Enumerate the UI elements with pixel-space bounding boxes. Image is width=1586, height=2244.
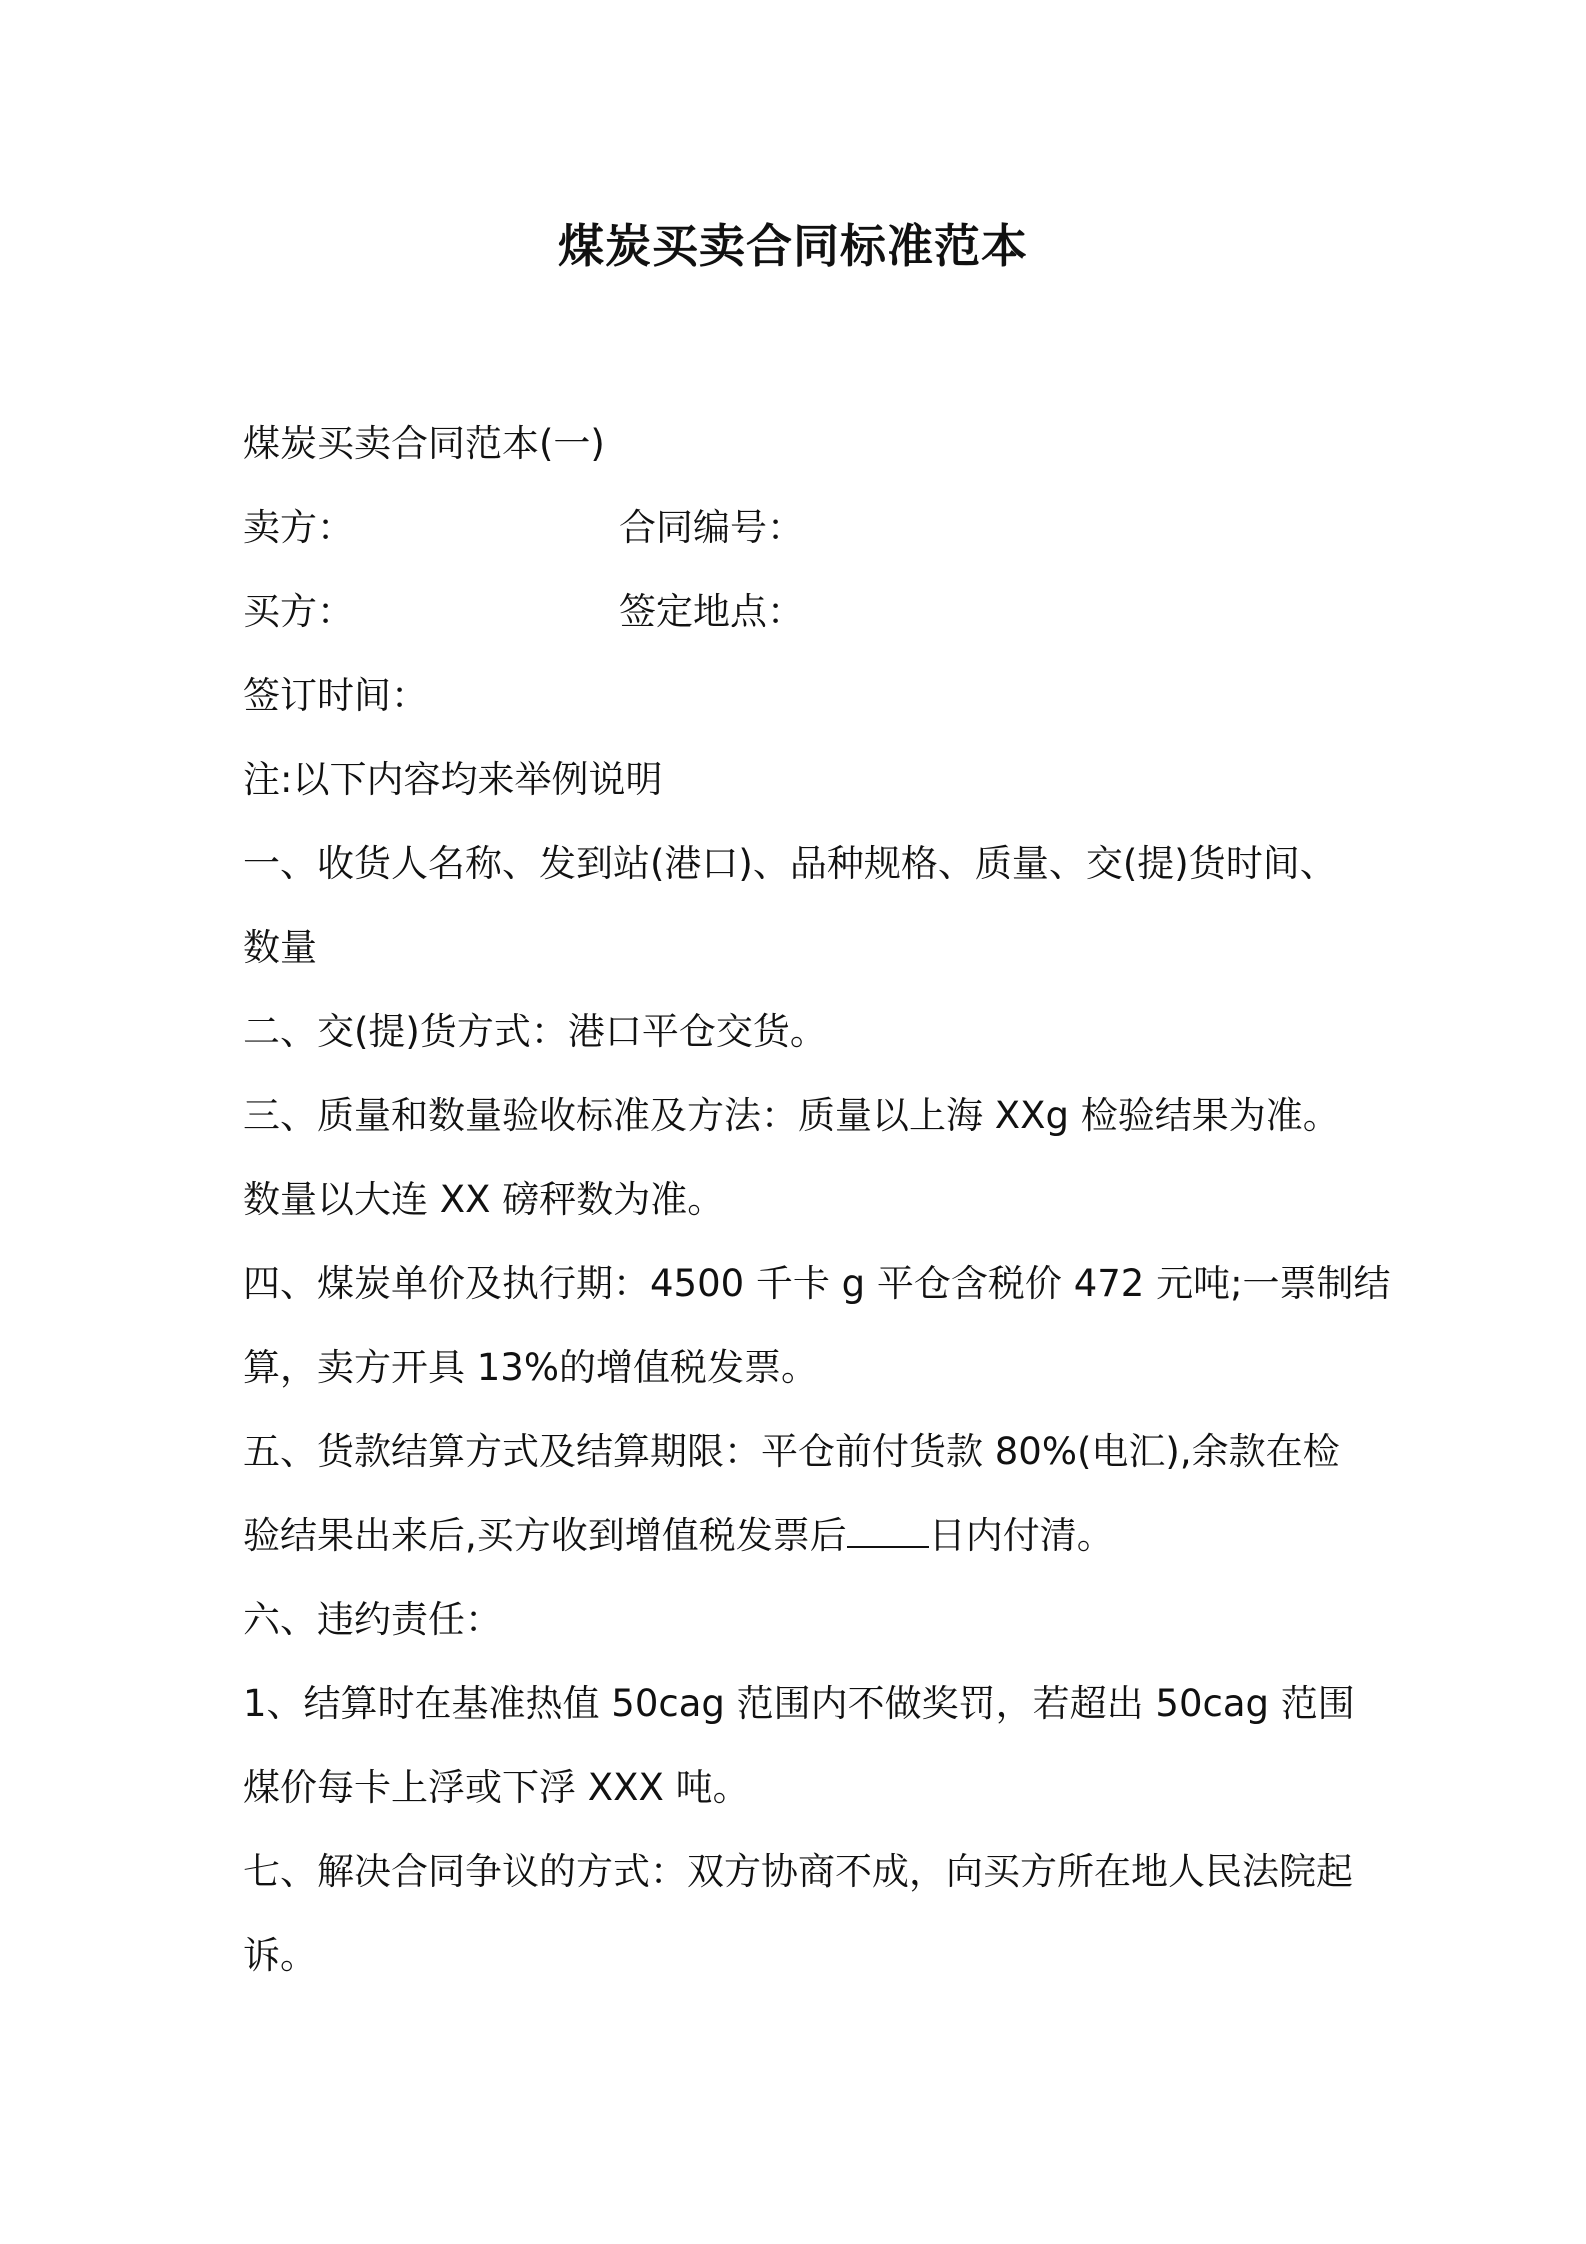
clause-4-line-2: 算，卖方开具 13%的增值税发票。: [243, 1346, 818, 1389]
clause-6-1-line-1: 1、结算时在基准热值 50cag 范围内不做奖罚，若超出 50cag 范围: [243, 1682, 1355, 1725]
signing-time-label: 签订时间：: [243, 674, 428, 717]
buyer-row: [243, 570, 1363, 654]
days-blank-underline: [847, 1506, 929, 1548]
contract-number-label: 合同编号：: [619, 506, 804, 549]
clause-2: 二、交(提)货方式：港口平仓交货。: [243, 1010, 827, 1053]
clause-5-text-before-blank: 验结果出来后,买方收到增值税发票后: [243, 1514, 847, 1557]
seller-row: [243, 486, 1363, 570]
clause-5-line-2: [243, 1494, 1363, 1578]
buyer-label: 买方：: [243, 590, 354, 633]
clause-7-line-2: 诉。: [243, 1934, 317, 1977]
document-body: [243, 402, 1391, 1998]
clause-7-line-1: 七、解决合同争议的方式：双方协商不成，向买方所在地人民法院起: [243, 1850, 1353, 1893]
clause-1-line-1: 一、收货人名称、发到站(港口)、品种规格、质量、交(提)货时间、: [243, 842, 1337, 885]
clause-5-text-after-blank: 日内付清。: [928, 1514, 1114, 1557]
document-title: 煤炭买卖合同标准范本: [558, 219, 1028, 273]
contract-subtitle: 煤炭买卖合同范本(一): [243, 422, 605, 465]
clause-6-1-line-2: 煤价每卡上浮或下浮 XXX 吨。: [243, 1766, 750, 1809]
clause-3-line-2: 数量以大连 XX 磅秤数为准。: [243, 1178, 725, 1221]
clause-4-line-1: 四、煤炭单价及执行期：4500 千卡 g 平仓含税价 472 元吨;一票制结: [243, 1262, 1391, 1305]
clause-3-line-1: 三、质量和数量验收标准及方法：质量以上海 XXg 检验结果为准。: [243, 1094, 1340, 1137]
note-text: 注:以下内容均来举例说明: [243, 758, 663, 801]
clause-6: 六、违约责任：: [243, 1598, 502, 1641]
clause-1-line-2: 数量: [243, 926, 317, 969]
seller-label: 卖方：: [243, 506, 354, 549]
signing-place-label: 签定地点：: [619, 590, 804, 633]
clause-5-line-1: 五、货款结算方式及结算期限：平仓前付货款 80%(电汇),余款在检: [243, 1430, 1340, 1473]
